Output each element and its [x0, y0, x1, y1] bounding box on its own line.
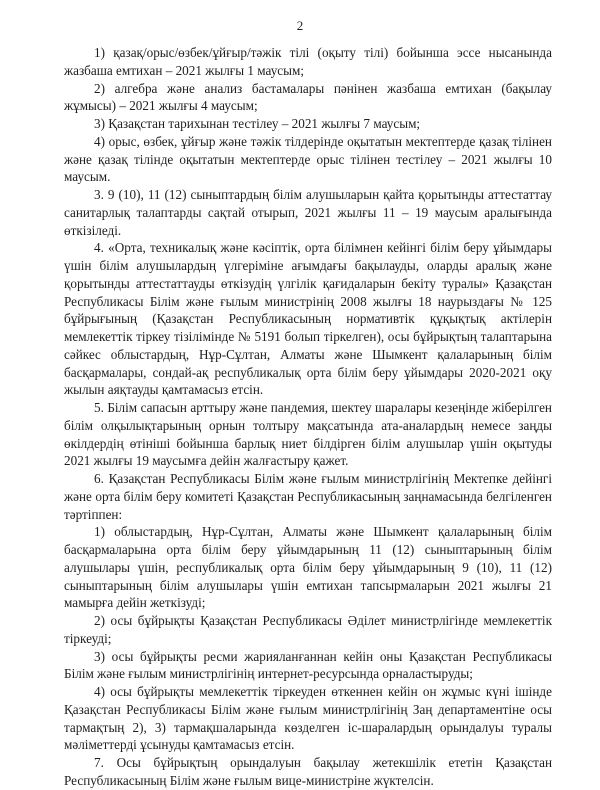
- paragraph-item-6-sub-2: 2) осы бұйрықты Қазақстан Республикасы Әділет министрлігінде мемлекеттік тіркеуді;: [64, 613, 552, 646]
- paragraph-item-5: 5. Білім сапасын арттыру және пандемия, шектеу шаралары кезеңінде жіберілген білім олқылықтарының орнын толтыру мақсатында ата-аналардың немесе заңды өкілдердің өтініші бойынша барлық ниет білдірген білім алушылар үшін оқытуды 2021 жылғы 19 маусымға дейін жалғастыру қажет.: [64, 400, 552, 469]
- paragraph-item-7: 7. Осы бұйрықтың орындалуын бақылау жетекшілік ететін Қазақстан Республикасының Білім және ғылым вице-министріне жүктелсін.: [64, 755, 552, 788]
- paragraph-exam-essay: 1) қазақ/орыс/өзбек/ұйғыр/тәжік тілі (оқыту тілі) бойынша эссе нысанында жазбаша емтихан – 2021 жылғы 1 маусым;: [64, 45, 552, 78]
- paragraph-item-6-sub-4: 4) осы бұйрықты мемлекеттік тіркеуден өткеннен кейін он жұмыс күні ішінде Қазақстан Республикасы Білім және ғылым министрлігінің Заң департаментіне осы тармақтың 2), 3) тармақшаларында көзделген іс-шаралардың орындалуы туралы мәліметтерді ұсынуды қамтамасыз етсін.: [64, 684, 552, 753]
- paragraph-item-6: 6. Қазақстан Республикасы Білім және ғылым министрлігінің Мектепке дейінгі және орта білім беру комитеті Қазақстан Республикасының заңнамасында белгіленген тәртіппен:: [64, 471, 552, 522]
- paragraph-item-6-sub-3: 3) осы бұйрықты ресми жарияланғаннан кейін оны Қазақстан Республикасы Білім және ғылым министрлігінің интернет-ресурсында орналастыруды;: [64, 648, 552, 682]
- page-number: 2: [296, 18, 304, 33]
- paragraph-exam-algebra: 2) алгебра және анализ бастамалары пәнінен жазбаша емтихан (бақылау жұмысы) – 2021 жылғы 4 маусым;: [64, 80, 552, 114]
- paragraph-item-3: 3. 9 (10), 11 (12) сыныптардың білім алушыларын қайта қорытынды аттестаттау санитарлық талаптарды сақтай отырып, 2021 жылғы 11 – 19 маусым аралығында өткізіледі.: [64, 187, 552, 238]
- paragraph-item-6-sub-1: 1) облыстардың, Нұр-Сұлтан, Алматы және Шымкент қалаларының білім басқармаларына орта білім беру ұйымдарының 11 (12) сыныптарының білім алушылары үшін, республикалық орта білім беру ұйымдарының 9 (10), 11 (12) сыныптарының білім алушылары үшін емтихан тапсырмаларын 2021 жылғы 21 мамырға дейін жеткізуді;: [64, 524, 552, 611]
- paragraph-item-4: 4. «Орта, техникалық және кәсіптік, орта білімнен кейінгі білім беру ұйымдары үшін білім алушылардың үлгеріміне ағымдағы бақылауды, оларды аралық және қорытынды аттестаттауды өткізудің үлгілік қағидаларын бекіту туралы» Қазақстан Республикасы Білім және ғылым министрінің 2008 жылғы 18 наурыздағы № 125 бұйрығының (Қазақстан Республикасының нормативтік құқықтық актілерін мемлекеттік тіркеу тізілімінде № 5191 болып тіркелген), осы бұйрықтың талаптарына сәйкес облыстардың, Нұр-Сұлтан, Алматы және Шымкент қалаларының білім басқармалары, сондай-ақ республикалық орта білім беру ұйымдары 2020-2021 оқу жылын аяқтауды қамтамасыз етсін.: [64, 240, 552, 398]
- paragraph-exam-language-test: 4) орыс, өзбек, ұйғыр және тәжік тілдерінде оқытатын мектептерде қазақ тілінен және қазақ тілінде оқытатын мектептерде орыс тілінен тестілеу – 2021 жылғы 10 маусым.: [64, 133, 552, 185]
- paragraph-exam-history: 3) Қазақстан тарихынан тестілеу – 2021 жылғы 7 маусым;: [94, 116, 421, 131]
- document-body: [64, 44, 552, 790]
